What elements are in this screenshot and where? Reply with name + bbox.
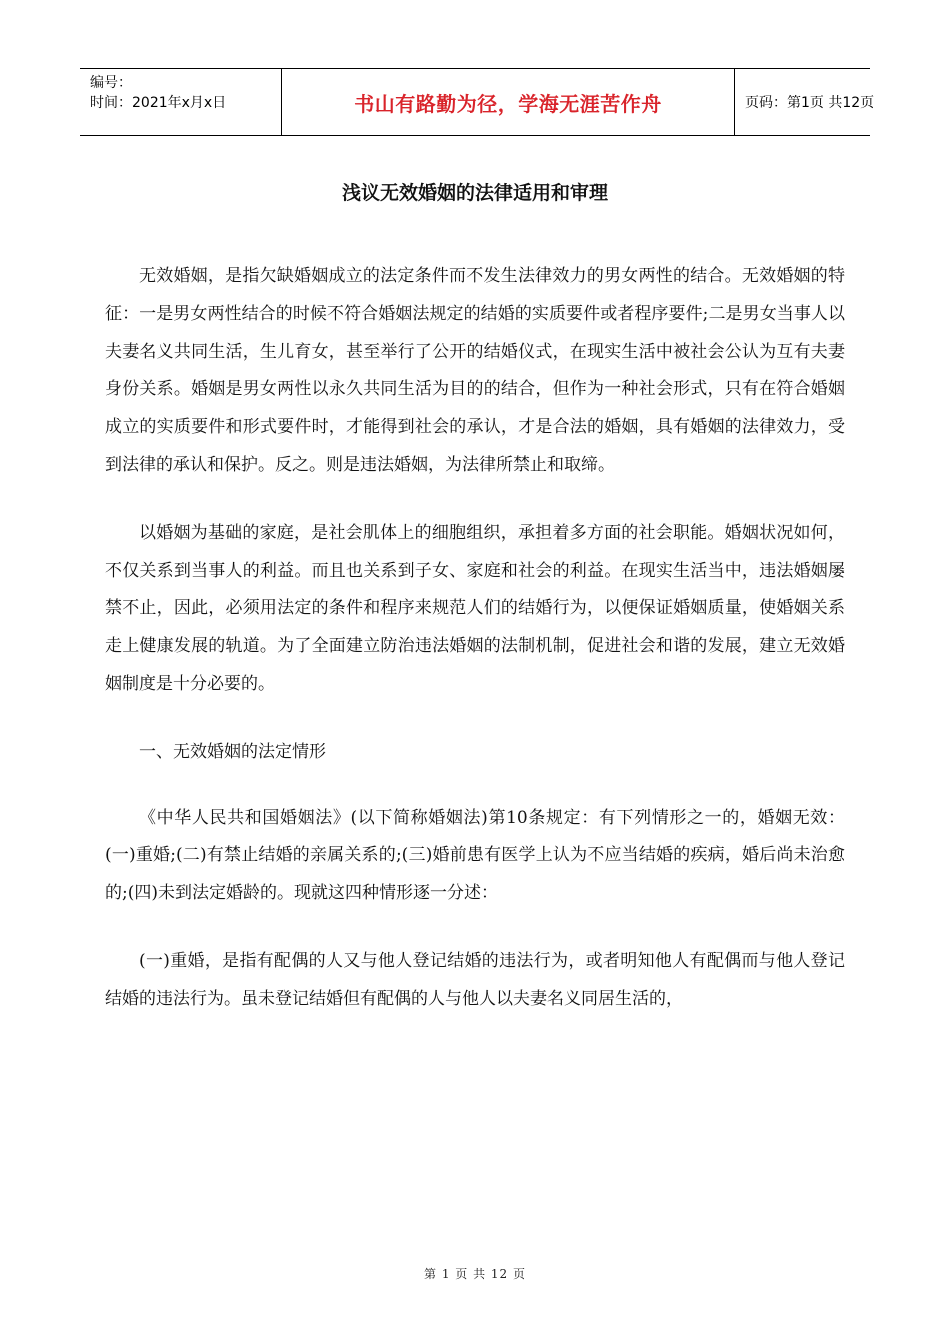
section-heading: 一、无效婚姻的法定情形 [139, 741, 326, 762]
document-date: 时间：2021年x月x日 [90, 95, 227, 111]
paragraph: 《中华人民共和国婚姻法》(以下简称婚姻法)第10条规定：有下列情形之一的，婚姻无效：(一)重婚;(二)有禁止结婚的亲属关系的;(三)婚前患有医学上认为不应当结婚的疾病，婚后尚未治愈的;(四)未到法定婚龄的。现就这四种情形逐一分述： [105, 807, 845, 904]
document-header [80, 68, 875, 136]
document-number: 编号： [90, 75, 132, 91]
page-title: 浅议无效婚姻的法律适用和审理 [341, 182, 608, 204]
paragraph: 无效婚姻，是指欠缺婚姻成立的法定条件而不发生法律效力的男女两性的结合。无效婚姻的特征：一是男女两性结合的时候不符合婚姻法规定的结婚的实质要件或者程序要件;二是男女当事人以夫妻名义共同生活，生儿育女，甚至举行了公开的结婚仪式，在现实生活中被社会公认为互有夫妻身份关系。婚姻是男女两性以永久共同生活为目的的结合，但作为一种社会形式，只有在符合婚姻成立的实质要件和形式要件时，才能得到社会的承认，才是合法的婚姻，具有婚姻的法律效力，受到法律的承认和保护。反之。则是违法婚姻，为法律所禁止和取缔。 [105, 266, 845, 475]
header-page-info: 页码：第1页 共12页 [745, 95, 875, 111]
paragraph: (一)重婚，是指有配偶的人又与他人登记结婚的违法行为，或者明知他人有配偶而与他人登记结婚的违法行为。虽未登记结婚但有配偶的人与他人以夫妻名义同居生活的， [105, 950, 845, 1009]
header-motto: 书山有路勤为径，学海无涯苦作舟 [281, 69, 735, 135]
paragraph: 以婚姻为基础的家庭，是社会肌体上的细胞组织，承担着多方面的社会职能。婚姻状况如何，不仅关系到当事人的利益。而且也关系到子女、家庭和社会的利益。在现实生活当中，违法婚姻屡禁不止，因此，必须用法定的条件和程序来规范人们的结婚行为，以便保证婚姻质量，使婚姻关系走上健康发展的轨道。为了全面建立防治违法婚姻的法制机制，促进社会和谐的发展，建立无效婚姻制度是十分必要的。 [105, 522, 845, 694]
header-meta [80, 69, 281, 135]
document-body [105, 258, 845, 1049]
page-number-footer: 第 1 页 共 12 页 [424, 1267, 526, 1281]
